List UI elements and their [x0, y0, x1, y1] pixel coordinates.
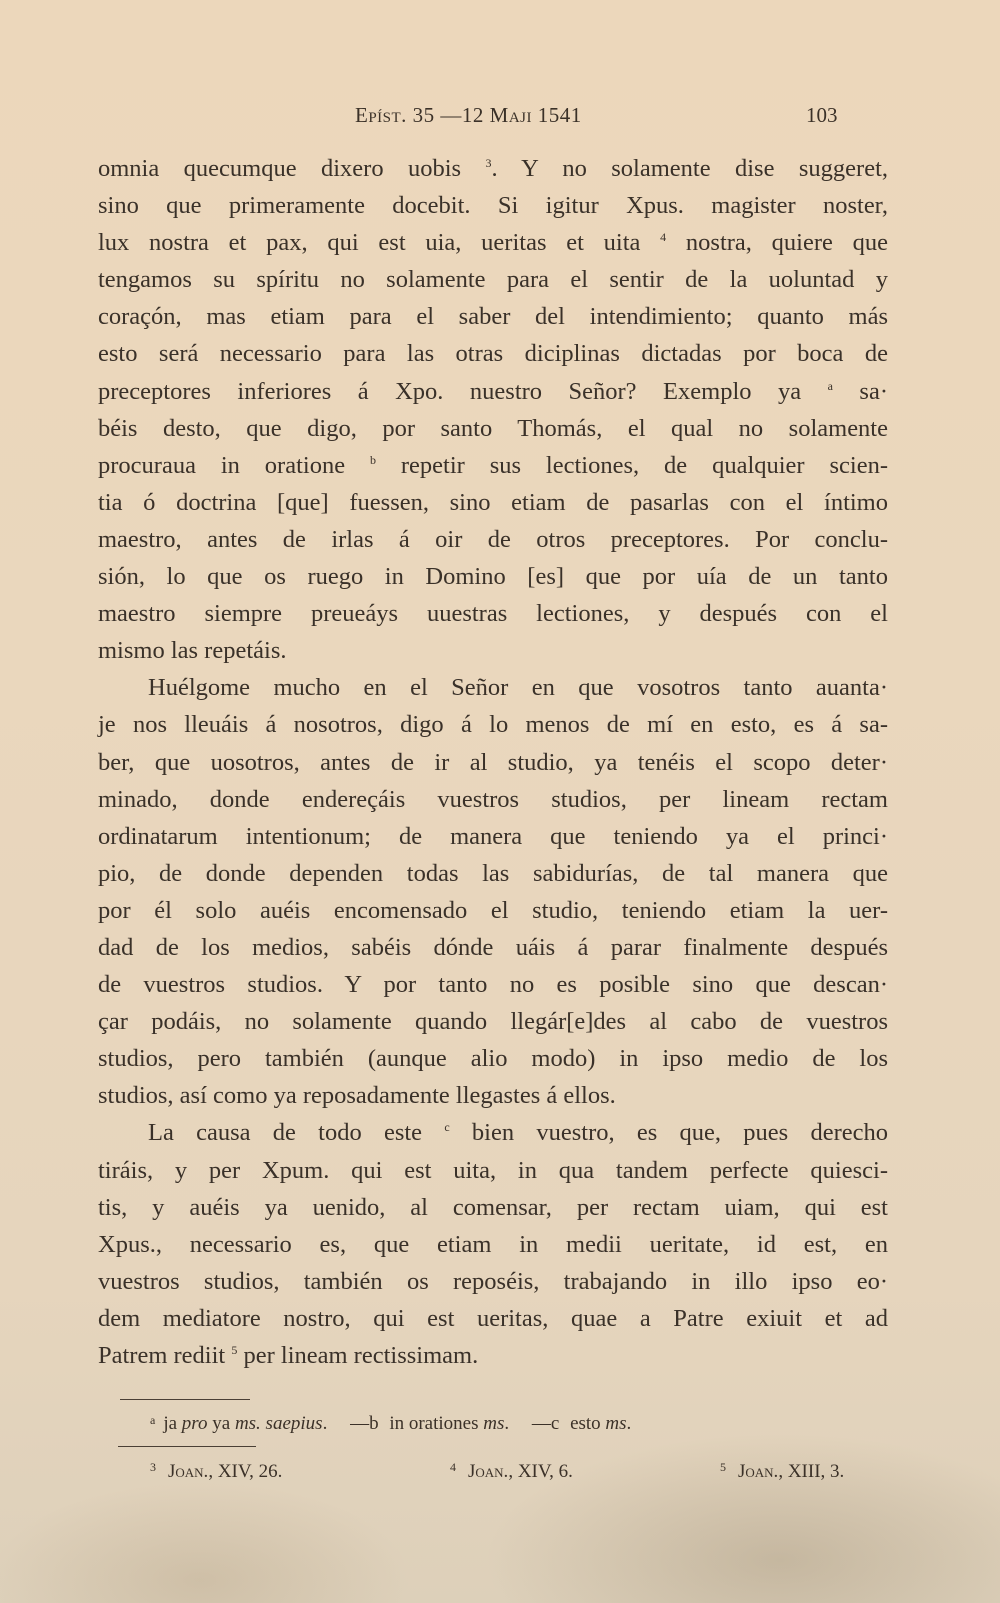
reference-cite: , XIII, 3.: [778, 1461, 845, 1482]
running-title: Epíst. 35 —12 Maji 1541: [355, 103, 582, 127]
reference-sigil: 5: [720, 1460, 726, 1474]
footnote-marker: b: [369, 452, 376, 467]
line-text: çar podáis, no solamente quando llegár[e]des al cabo de vuestros: [98, 1008, 888, 1036]
line-text: repetir sus lectiones, de qualquier scien-: [375, 451, 888, 479]
text-line: [98, 447, 888, 484]
note-sigil-b: —b: [350, 1413, 379, 1434]
note-a-text: .: [322, 1413, 328, 1434]
text-line: [98, 1003, 888, 1040]
footnote-marker: 3: [485, 156, 492, 170]
line-text: La causa de todo este: [148, 1119, 445, 1147]
footnote-marker: 5: [231, 1343, 238, 1357]
footnote-marker: a: [827, 378, 833, 393]
text-line: [98, 1263, 888, 1300]
text-line: [98, 1040, 888, 1077]
text-line: [98, 521, 888, 558]
text-line: [98, 484, 888, 521]
line-text: studios, así como ya reposadamente llegastes á ellos.: [98, 1082, 616, 1110]
reference-cite: , XIV, 6.: [508, 1461, 573, 1482]
footnote-marker: c: [444, 1120, 450, 1135]
line-text: ber, que uosotros, antes de ir al studio, ya tenéis el scopo deter·: [98, 748, 888, 776]
line-text: tengamos su spíritu no solamente para el sentir de la uoluntad y: [98, 266, 888, 294]
line-text: lux nostra et pax, qui est uia, ueritas et uita: [98, 229, 661, 257]
note-a-italic: pro: [181, 1413, 208, 1434]
text-line: [98, 929, 888, 966]
note-sigil-a: a: [150, 1413, 156, 1427]
text-line: [98, 1300, 888, 1337]
line-text: minado, donde endereçáis vuestros studios, per lineam rectam: [98, 785, 888, 813]
reference-book: Joan.: [738, 1461, 779, 1482]
note-a-text: ja: [163, 1413, 182, 1434]
text-line: [98, 1077, 888, 1114]
text-line: [98, 410, 888, 447]
line-text: sa·: [832, 377, 888, 405]
line-text: bien vuestro, es que, pues derecho: [449, 1119, 888, 1147]
line-text: maestro, antes de irlas á oir de otros preceptores. Por conclu-: [98, 525, 888, 553]
text-line: [98, 1152, 888, 1189]
text-line: [98, 595, 888, 632]
text-line: [98, 558, 888, 595]
line-text: tiráis, y per Xpum. qui est uita, in qua tandem perfecte quiesci-: [98, 1156, 888, 1184]
text-line: [98, 706, 888, 743]
page-number: 103: [806, 103, 838, 127]
text-line: [98, 187, 888, 224]
text-line: [98, 1337, 888, 1374]
critical-apparatus: [150, 1413, 631, 1435]
line-text: per lineam rectissimam.: [237, 1342, 479, 1369]
note-c-italic: ms: [605, 1413, 627, 1434]
footnote-rule-top: [120, 1399, 250, 1400]
reference-book: Joan.: [468, 1461, 509, 1482]
line-text: studios, pero también (aunque alio modo) in ipso medio de los: [98, 1045, 888, 1073]
text-line: [98, 855, 888, 892]
text-line: [98, 150, 888, 187]
text-line: [98, 818, 888, 855]
text-line: [98, 669, 888, 706]
line-text: preceptores inferiores á Xpo. nuestro Señor? Exemplo ya: [98, 377, 828, 405]
line-text: sión, lo que os ruego in Domino [es] que por uía de un tanto: [98, 563, 888, 591]
line-text: por él solo auéis encomensado el studio, teniendo etiam la uer-: [98, 896, 888, 924]
note-b-italic: ms: [483, 1413, 505, 1434]
line-text: de vuestros studios. Y por tanto no es posible sino que descan·: [98, 971, 888, 999]
line-text: Patrem rediit: [98, 1342, 232, 1369]
line-text: tis, y auéis ya uenido, al comensar, per rectam uiam, qui est: [98, 1193, 888, 1221]
line-text: béis desto, que digo, por santo Thomás, el qual no solamente: [98, 414, 888, 442]
footnote-marker: 4: [660, 230, 667, 245]
text-line: [98, 335, 888, 372]
text-line: [98, 373, 888, 410]
line-text: je nos lleuáis á nosotros, digo á lo menos de mí en esto, es á sa-: [98, 711, 888, 739]
line-text: Huélgome mucho en el Señor en que vosotros tanto auanta·: [148, 674, 888, 702]
line-text: dad de los medios, sabéis dónde uáis á parar finalmente después: [98, 933, 888, 961]
note-sigil-c: —c: [531, 1413, 560, 1434]
reference-5: [720, 1460, 844, 1483]
line-text: nostra, quiere que: [666, 229, 888, 257]
text-line: [98, 781, 888, 818]
text-line: [98, 261, 888, 298]
text-line: [98, 1114, 888, 1151]
line-text: vuestros studios, también os reposéis, trabajando in illo ipso eo·: [98, 1267, 888, 1295]
reference-sigil: 3: [150, 1460, 156, 1474]
note-b-text: in orationes: [384, 1413, 484, 1434]
text-line: [98, 1226, 888, 1263]
scripture-references: [150, 1460, 910, 1490]
text-line: [98, 298, 888, 335]
note-b-text: .: [504, 1413, 510, 1434]
line-text: ordinatarum intentionum; de manera que teniendo ya el princi·: [98, 822, 888, 850]
line-text: mismo las repetáis.: [98, 637, 287, 665]
line-text: pio, de donde dependen todas las sabidurías, de tal manera que: [98, 859, 888, 887]
text-line: [98, 966, 888, 1003]
note-c-text: esto: [565, 1413, 606, 1434]
text-line: [98, 632, 888, 669]
line-text: procuraua in oratione: [98, 451, 370, 479]
text-line: [98, 1189, 888, 1226]
reference-cite: , XIV, 26.: [208, 1461, 283, 1482]
line-text: coraçón, mas etiam para el saber del intendimiento; quanto más: [98, 303, 888, 331]
note-a-italic: ms. saepius: [234, 1413, 323, 1434]
reference-sigil: 4: [450, 1460, 456, 1474]
line-text: maestro siempre preueáys uuestras lectiones, y después con el: [98, 600, 888, 628]
line-text: sino que primeramente docebit. Si igitur Xpus. magister noster,: [98, 192, 888, 220]
footnote-rule-bottom: [118, 1446, 256, 1447]
line-text: Xpus., necessario es, que etiam in medii ueritate, id est, en: [98, 1230, 888, 1258]
body-text: [98, 150, 888, 1374]
text-line: [98, 892, 888, 929]
line-text: dem mediatore nostro, qui est ueritas, quae a Patre exiuit et ad: [98, 1304, 888, 1332]
line-text: omnia quecumque dixero uobis: [98, 155, 486, 182]
text-line: [98, 744, 888, 781]
line-text: tia ó doctrina [que] fuessen, sino etiam de pasarlas con el íntimo: [98, 488, 888, 516]
running-head: [0, 103, 1000, 133]
line-text: . Y no solamente dise suggeret,: [491, 155, 888, 182]
note-a-text: ya: [207, 1413, 235, 1434]
text-line: [98, 224, 888, 261]
reference-4: [450, 1460, 573, 1483]
line-text: esto será necessario para las otras diciplinas dictadas por boca de: [98, 340, 888, 368]
reference-book: Joan.: [168, 1461, 209, 1482]
reference-3: [150, 1460, 282, 1483]
note-c-text: .: [626, 1413, 632, 1434]
